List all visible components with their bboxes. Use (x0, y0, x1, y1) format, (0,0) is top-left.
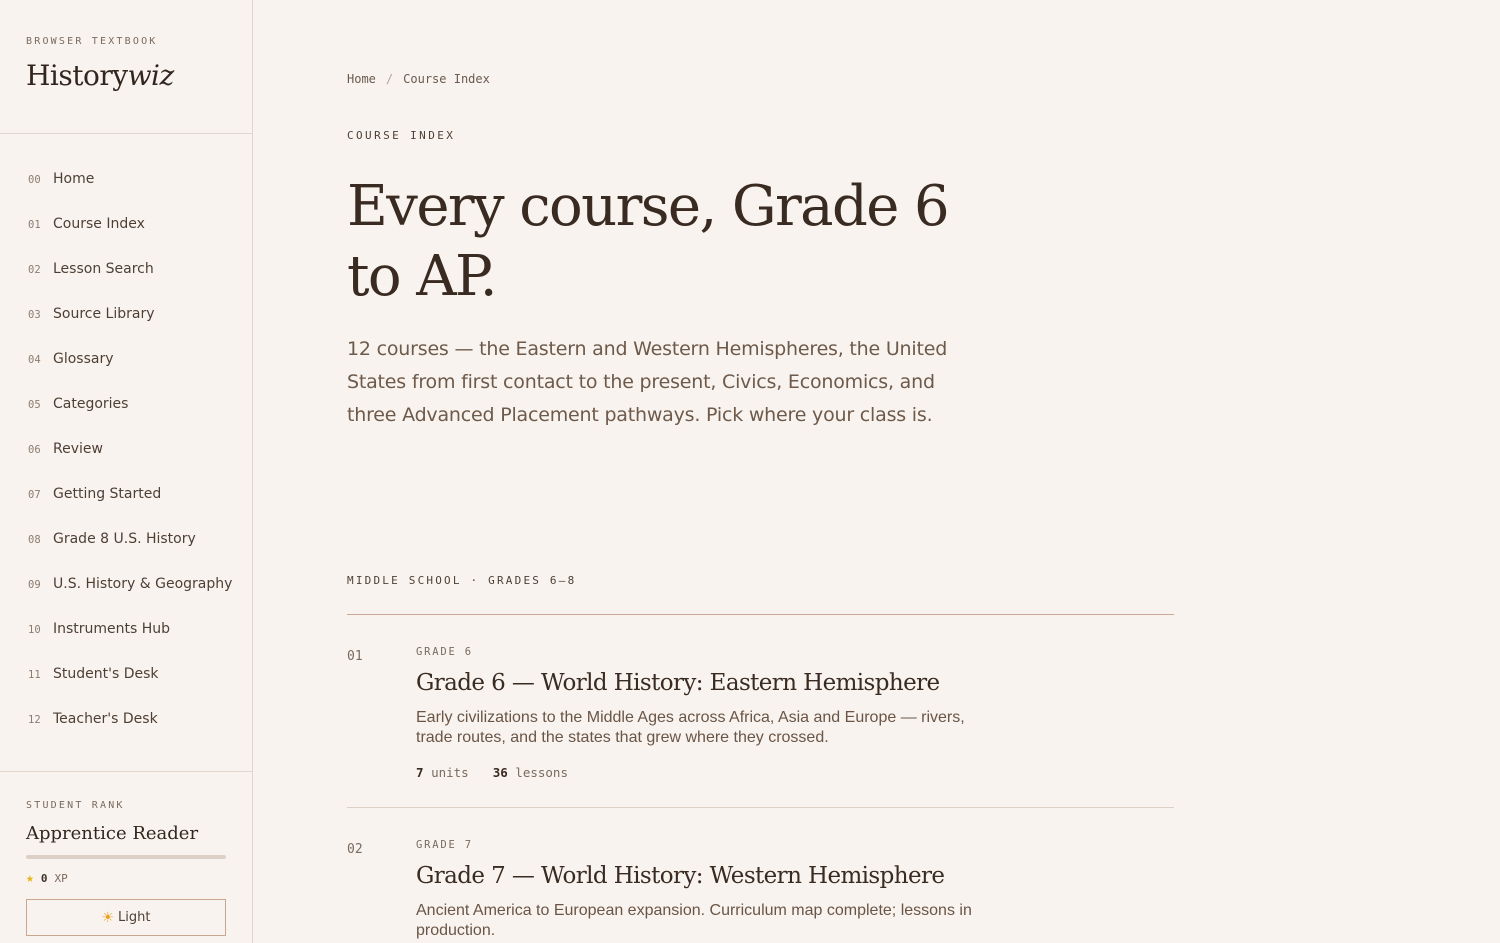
nav-label: Home (53, 171, 95, 187)
course-lessons (493, 765, 568, 780)
brand-eyebrow: BROWSER TEXTBOOK (26, 36, 158, 47)
rank-progress-bar (26, 855, 226, 859)
course-number: 01 (347, 649, 363, 664)
star-icon: ★ (26, 871, 34, 886)
page-eyebrow: COURSE INDEX (347, 129, 456, 142)
sidebar-item-instruments-hub[interactable] (0, 621, 252, 666)
course-description: Ancient America to European expansion. Curriculum map complete; lessons in production. (416, 902, 972, 939)
rank-eyebrow: STUDENT RANK (26, 800, 125, 811)
nav-label: Instruments Hub (53, 621, 171, 637)
theme-toggle-label: Light (118, 910, 151, 925)
nav-number: 00 (28, 174, 41, 186)
sidebar-item-grade-8-us-history[interactable] (0, 531, 252, 576)
sidebar-nav (0, 134, 252, 756)
nav-label: Categories (53, 396, 129, 412)
xp-unit: XP (54, 872, 68, 885)
course-list (347, 614, 1174, 943)
units-value: 7 (416, 765, 424, 780)
logo[interactable] (26, 59, 226, 92)
sidebar-item-getting-started[interactable] (0, 486, 252, 531)
sidebar-item-review[interactable] (0, 441, 252, 486)
page-title: Every course, Grade 6 to AP. (347, 174, 948, 309)
sidebar-item-source-library[interactable] (0, 306, 252, 351)
xp-row (26, 871, 226, 886)
page-lede: 12 courses — the Eastern and Western Hemispheres, the United States from first contact to the present, Civics, Economics, and three Advanced Placement pathways. Pick where your class is. (347, 338, 948, 426)
nav-number: 05 (28, 399, 41, 411)
nav-number: 08 (28, 534, 41, 546)
breadcrumb (347, 72, 490, 86)
breadcrumb-home-link[interactable]: Home (347, 72, 376, 86)
lessons-label: lessons (515, 765, 568, 780)
course-grade: GRADE 6 (416, 646, 473, 658)
sidebar (0, 0, 253, 943)
logo-italic: wiz (127, 59, 174, 92)
nav-label: Getting Started (53, 486, 162, 502)
course-title[interactable]: Grade 6 — World History: Eastern Hemisphere (416, 670, 940, 696)
units-label: units (431, 765, 469, 780)
student-rank-panel (0, 771, 252, 943)
nav-number: 01 (28, 219, 41, 231)
xp-value: 0 (40, 872, 48, 885)
nav-label: Review (53, 441, 103, 457)
nav-label: Lesson Search (53, 261, 154, 277)
nav-label: Course Index (53, 216, 145, 232)
breadcrumb-separator: / (385, 72, 394, 86)
nav-number: 12 (28, 714, 41, 726)
logo-main: History (26, 59, 128, 92)
nav-label: Student's Desk (53, 666, 159, 682)
nav-number: 07 (28, 489, 41, 501)
nav-label: Glossary (53, 351, 114, 367)
course-grade: GRADE 7 (416, 839, 473, 851)
sidebar-item-glossary[interactable] (0, 351, 252, 396)
nav-number: 11 (28, 669, 41, 681)
lessons-value: 36 (492, 765, 508, 780)
course-card-grade-7[interactable] (347, 808, 1174, 943)
nav-number: 03 (28, 309, 41, 321)
nav-number: 06 (28, 444, 41, 456)
nav-label: Teacher's Desk (53, 711, 158, 727)
course-card-grade-6[interactable] (347, 615, 1174, 808)
sidebar-item-us-history-geography[interactable] (0, 576, 252, 621)
rank-name: Apprentice Reader (26, 823, 199, 844)
nav-number: 04 (28, 354, 41, 366)
course-group-label: MIDDLE SCHOOL · GRADES 6–8 (347, 574, 577, 587)
sidebar-item-lesson-search[interactable] (0, 261, 252, 306)
theme-toggle-button[interactable] (26, 899, 226, 936)
sidebar-item-home[interactable] (0, 171, 252, 216)
nav-label: Source Library (53, 306, 155, 322)
sidebar-item-teachers-desk[interactable] (0, 711, 252, 756)
nav-label: Grade 8 U.S. History (53, 531, 196, 547)
sidebar-item-categories[interactable] (0, 396, 252, 441)
nav-number: 02 (28, 264, 41, 276)
sun-icon: ☀ (101, 909, 115, 926)
course-units (416, 765, 469, 780)
course-title[interactable]: Grade 7 — World History: Western Hemisphere (416, 863, 945, 889)
course-stats (416, 765, 568, 780)
course-number: 02 (347, 842, 363, 857)
nav-number: 10 (28, 624, 41, 636)
sidebar-item-students-desk[interactable] (0, 666, 252, 711)
brand-block (0, 0, 252, 134)
sidebar-item-course-index[interactable] (0, 216, 252, 261)
nav-label: U.S. History & Geography (53, 576, 233, 592)
nav-number: 09 (28, 579, 41, 591)
course-description: Early civilizations to the Middle Ages across Africa, Asia and Europe — rivers, trade routes, and the states that grew where they crossed. (416, 709, 965, 746)
breadcrumb-current: Course Index (403, 72, 490, 86)
